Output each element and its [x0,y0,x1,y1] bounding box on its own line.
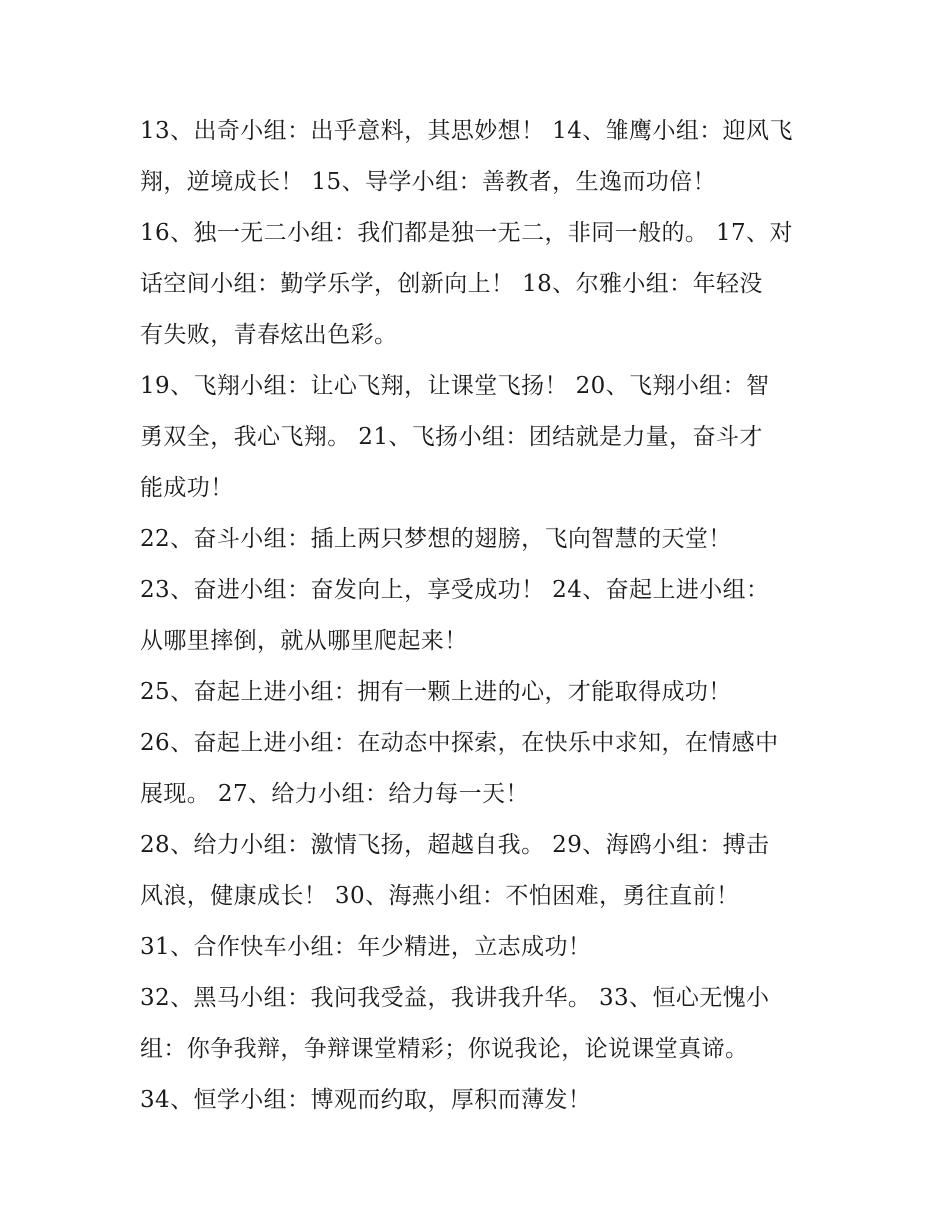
text-line: 话空间小组：勤学乐学，创新向上！ 18、尔雅小组：年轻没 [140,271,763,297]
text-line: 28、给力小组：激情飞扬，超越自我。 29、海鸥小组：搏击 [140,832,770,858]
text-line: 展现。 27、给力小组：给力每一天！ [140,781,529,807]
text-line: 能成功！ [140,475,234,501]
text-line: 25、奋起上进小组：拥有一颗上进的心，才能取得成功！ [140,679,732,705]
text-line: 组：你争我辩，争辩课堂精彩；你说我论，论说课堂真谛。 [140,1036,749,1062]
text-line: 有失败，青春炫出色彩。 [140,322,398,348]
text-line: 32、黑马小组：我问我受益，我讲我升华。 33、恒心无愧小 [140,985,770,1011]
text-line: 翔，逆境成长！ 15、导学小组：善教者，生逸而功倍！ [140,169,716,195]
text-line: 从哪里摔倒，就从哪里爬起来！ [140,628,468,654]
text-line: 34、恒学小组：博观而约取，厚积而薄发！ [140,1087,592,1113]
text-line: 22、奋斗小组：插上两只梦想的翅膀，飞向智慧的天堂！ [140,526,732,552]
document-body [140,106,820,1126]
text-line: 风浪，健康成长！ 30、海燕小组：不怕困难，勇往直前！ [140,883,740,909]
text-line: 26、奋起上进小组：在动态中探索，在快乐中求知，在情感中 [140,730,779,756]
text-line: 16、独一无二小组：我们都是独一无二，非同一般的。 17、对 [140,220,793,246]
text-line: 勇双全，我心飞翔。 21、飞扬小组：团结就是力量，奋斗才 [140,424,763,450]
text-line: 19、飞翔小组：让心飞翔，让课堂飞扬！ 20、飞翔小组：智 [140,373,770,399]
text-line: 31、合作快车小组：年少精进，立志成功！ [140,934,592,960]
text-line: 23、奋进小组：奋发向上，享受成功！ 24、奋起上进小组： [140,577,770,603]
text-line: 13、出奇小组：出乎意料，其思妙想！ 14、雏鹰小组：迎风飞 [140,118,793,144]
